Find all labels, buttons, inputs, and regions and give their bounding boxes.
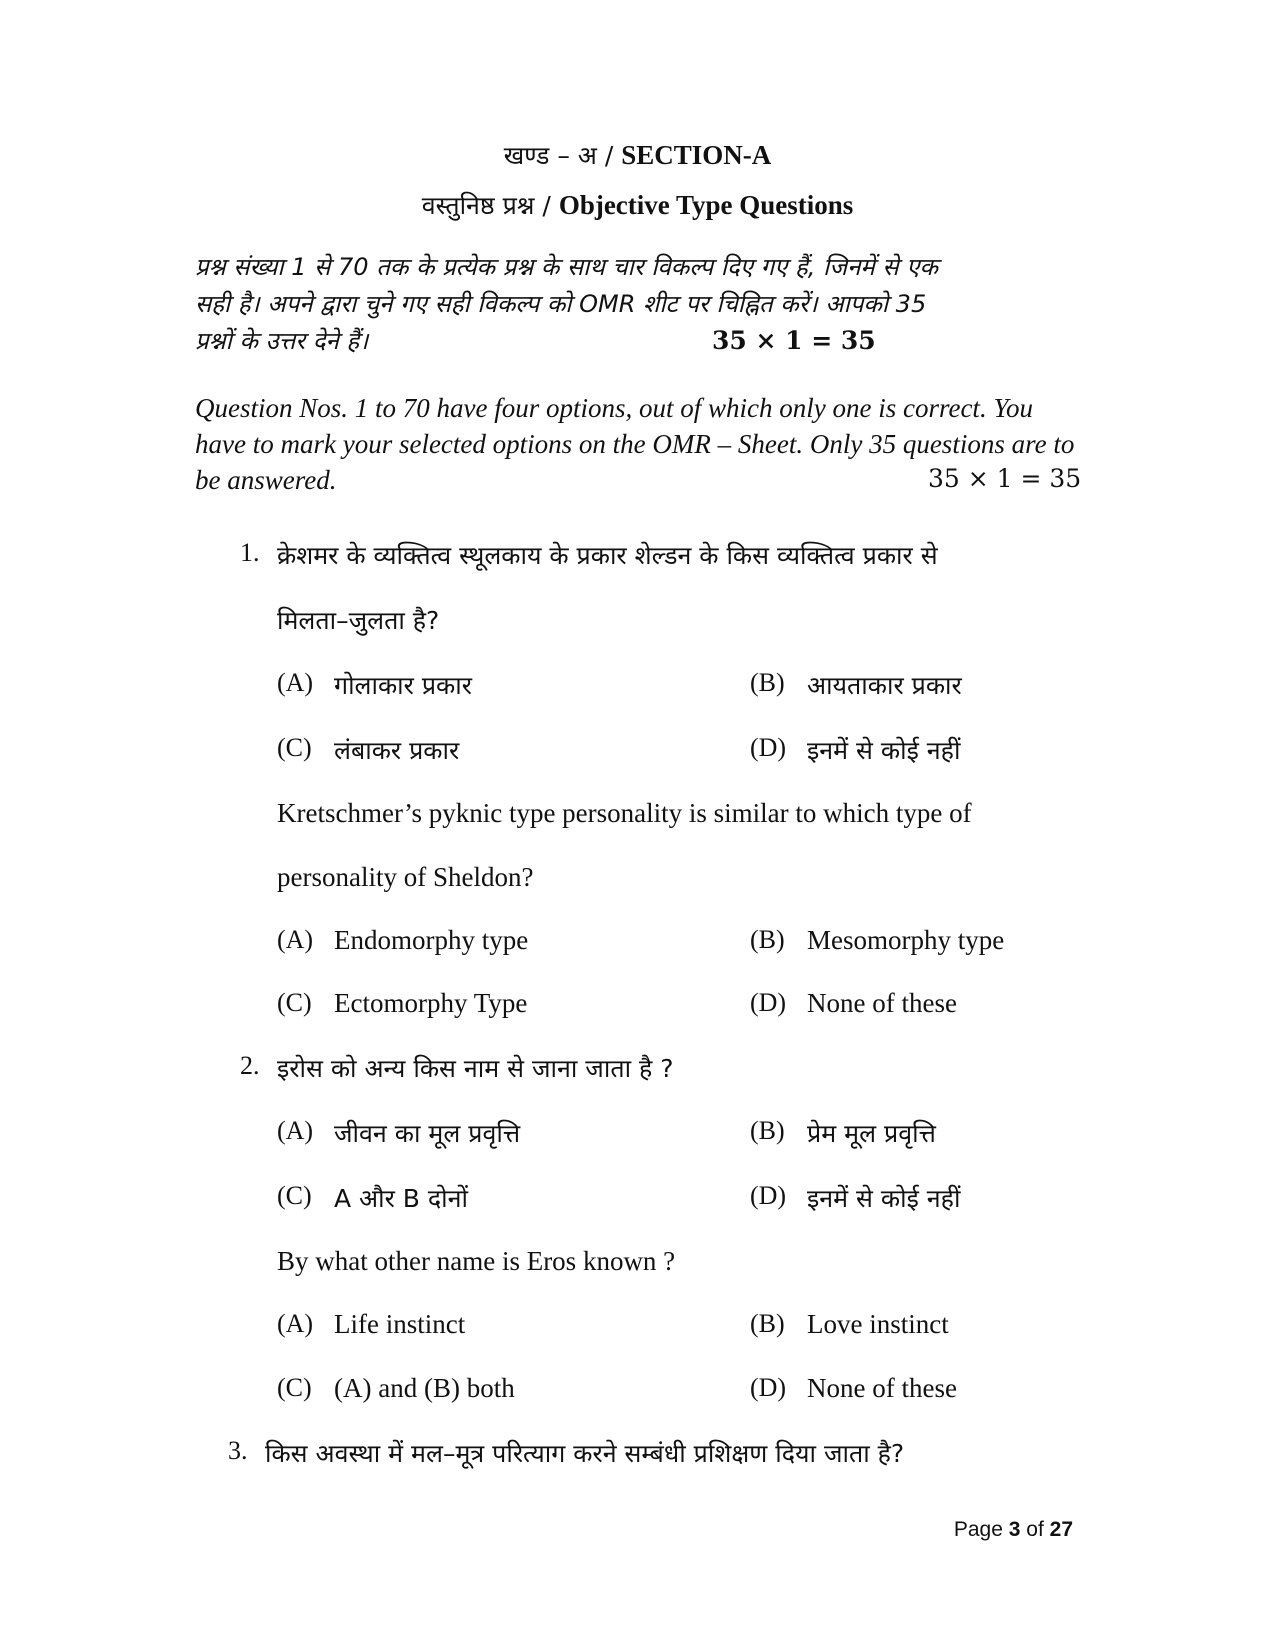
q2-hi-option-c-letter: (C): [277, 1181, 312, 1210]
q1-en-option-c-text: Ectomorphy Type: [334, 988, 528, 1018]
q2-hi-option-b-letter: (B): [750, 1116, 785, 1145]
instruction-hindi-line-3: प्रश्नों के उत्तर देने हैं।: [195, 327, 369, 355]
q1-en-option-b-text: Mesomorphy type: [807, 925, 1005, 955]
instruction-english-line-2: have to mark your selected options on the OMR – Sheet. Only 35 questions are to: [195, 429, 1075, 459]
q1-en-option-a-letter: (A): [277, 925, 314, 954]
question-type-heading: [0, 188, 1275, 222]
instruction-hindi-line-2: सही है। अपने द्वारा चुने गए सही विकल्प को OMR शीट पर चिह्नित करें। आपको 35: [195, 290, 927, 318]
q1-en-option-d-text: None of these: [807, 988, 957, 1018]
q1-hi-option-a-letter: (A): [277, 668, 314, 697]
page-current: 3: [1008, 1518, 1021, 1541]
page-of-label: of: [1020, 1518, 1050, 1541]
question-type-english: Objective Type Questions: [558, 190, 854, 220]
question-1-hindi-line-2: मिलता–जुलता है?: [277, 606, 440, 635]
q2-hi-option-a-text: जीवन का मूल प्रवृत्ति: [334, 1119, 521, 1148]
section-heading: [0, 138, 1275, 172]
q2-en-option-b-text: Love instinct: [807, 1309, 949, 1339]
page-total: 27: [1049, 1518, 1073, 1541]
question-1-hindi-line-1: क्रेशमर के व्यक्तित्व स्थूलकाय के प्रकार शेल्डन के किस व्यक्तित्व प्रकार से: [277, 541, 938, 570]
question-3-hindi-line-1: किस अवस्था में मल–मूत्र परित्याग करने सम्बंधी प्रशिक्षण दिया जाता है?: [265, 1439, 905, 1468]
q1-hi-option-b-letter: (B): [750, 668, 785, 697]
question-2-english-line-1: By what other name is Eros known ?: [277, 1246, 676, 1276]
q1-hi-option-b-text: आयताकार प्रकार: [807, 671, 962, 700]
q2-hi-option-b-text: प्रेम मूल प्रवृत्ति: [807, 1119, 936, 1148]
q1-en-option-b-letter: (B): [750, 925, 785, 954]
q2-en-option-a-text: Life instinct: [334, 1309, 466, 1339]
q1-hi-option-d-text: इनमें से कोई नहीं: [807, 736, 961, 765]
question-3-number: 3.: [228, 1436, 248, 1465]
question-2-number: 2.: [240, 1051, 260, 1080]
q2-en-option-b-letter: (B): [750, 1309, 785, 1338]
question-type-hindi: वस्तुनिष्ठ प्रश्न /: [421, 191, 559, 220]
instruction-english-line-3: be answered.: [195, 465, 337, 495]
q1-hi-option-c-text: लंबाकर प्रकार: [334, 736, 460, 765]
q1-hi-option-a-text: गोलाकार प्रकार: [334, 671, 472, 700]
q2-hi-option-d-text: इनमें से कोई नहीं: [807, 1184, 961, 1213]
instruction-hindi-line-1: प्रश्न संख्या 1 से 70 तक के प्रत्येक प्रश्न के साथ चार विकल्प दिए गए हैं, जिनमें से एक: [195, 253, 938, 281]
section-heading-hindi: खण्ड – अ /: [503, 141, 622, 170]
marks-english: 35 × 1 = 35: [928, 464, 1082, 493]
q2-hi-option-d-letter: (D): [750, 1181, 787, 1210]
marks-hindi: 35 × 1 = 35: [712, 326, 876, 355]
page-label: Page: [953, 1518, 1009, 1541]
q2-en-option-d-text: None of these: [807, 1373, 957, 1403]
q2-en-option-a-letter: (A): [277, 1309, 314, 1338]
q2-hi-option-c-text: A और B दोनों: [334, 1184, 468, 1213]
page-number-footer: [954, 1518, 1073, 1542]
q2-en-option-c-text: (A) and (B) both: [334, 1373, 515, 1403]
q1-en-option-d-letter: (D): [750, 988, 787, 1017]
question-1-english-line-2: personality of Sheldon?: [277, 862, 534, 892]
question-1-english-line-1: Kretschmer’s pyknic type personality is similar to which type of: [277, 798, 972, 828]
q1-en-option-c-letter: (C): [277, 988, 312, 1017]
q1-hi-option-c-letter: (C): [277, 733, 312, 762]
q2-en-option-c-letter: (C): [277, 1373, 312, 1402]
q1-en-option-a-text: Endomorphy type: [334, 925, 529, 955]
q2-en-option-d-letter: (D): [750, 1373, 787, 1402]
q1-hi-option-d-letter: (D): [750, 733, 787, 762]
q2-hi-option-a-letter: (A): [277, 1116, 314, 1145]
instruction-english-line-1: Question Nos. 1 to 70 have four options, out of which only one is correct. You: [195, 393, 1033, 423]
section-heading-english: SECTION-A: [621, 140, 772, 170]
question-1-number: 1.: [240, 538, 260, 567]
question-2-hindi-line-1: इरोस को अन्य किस नाम से जाना जाता है ?: [277, 1054, 674, 1083]
